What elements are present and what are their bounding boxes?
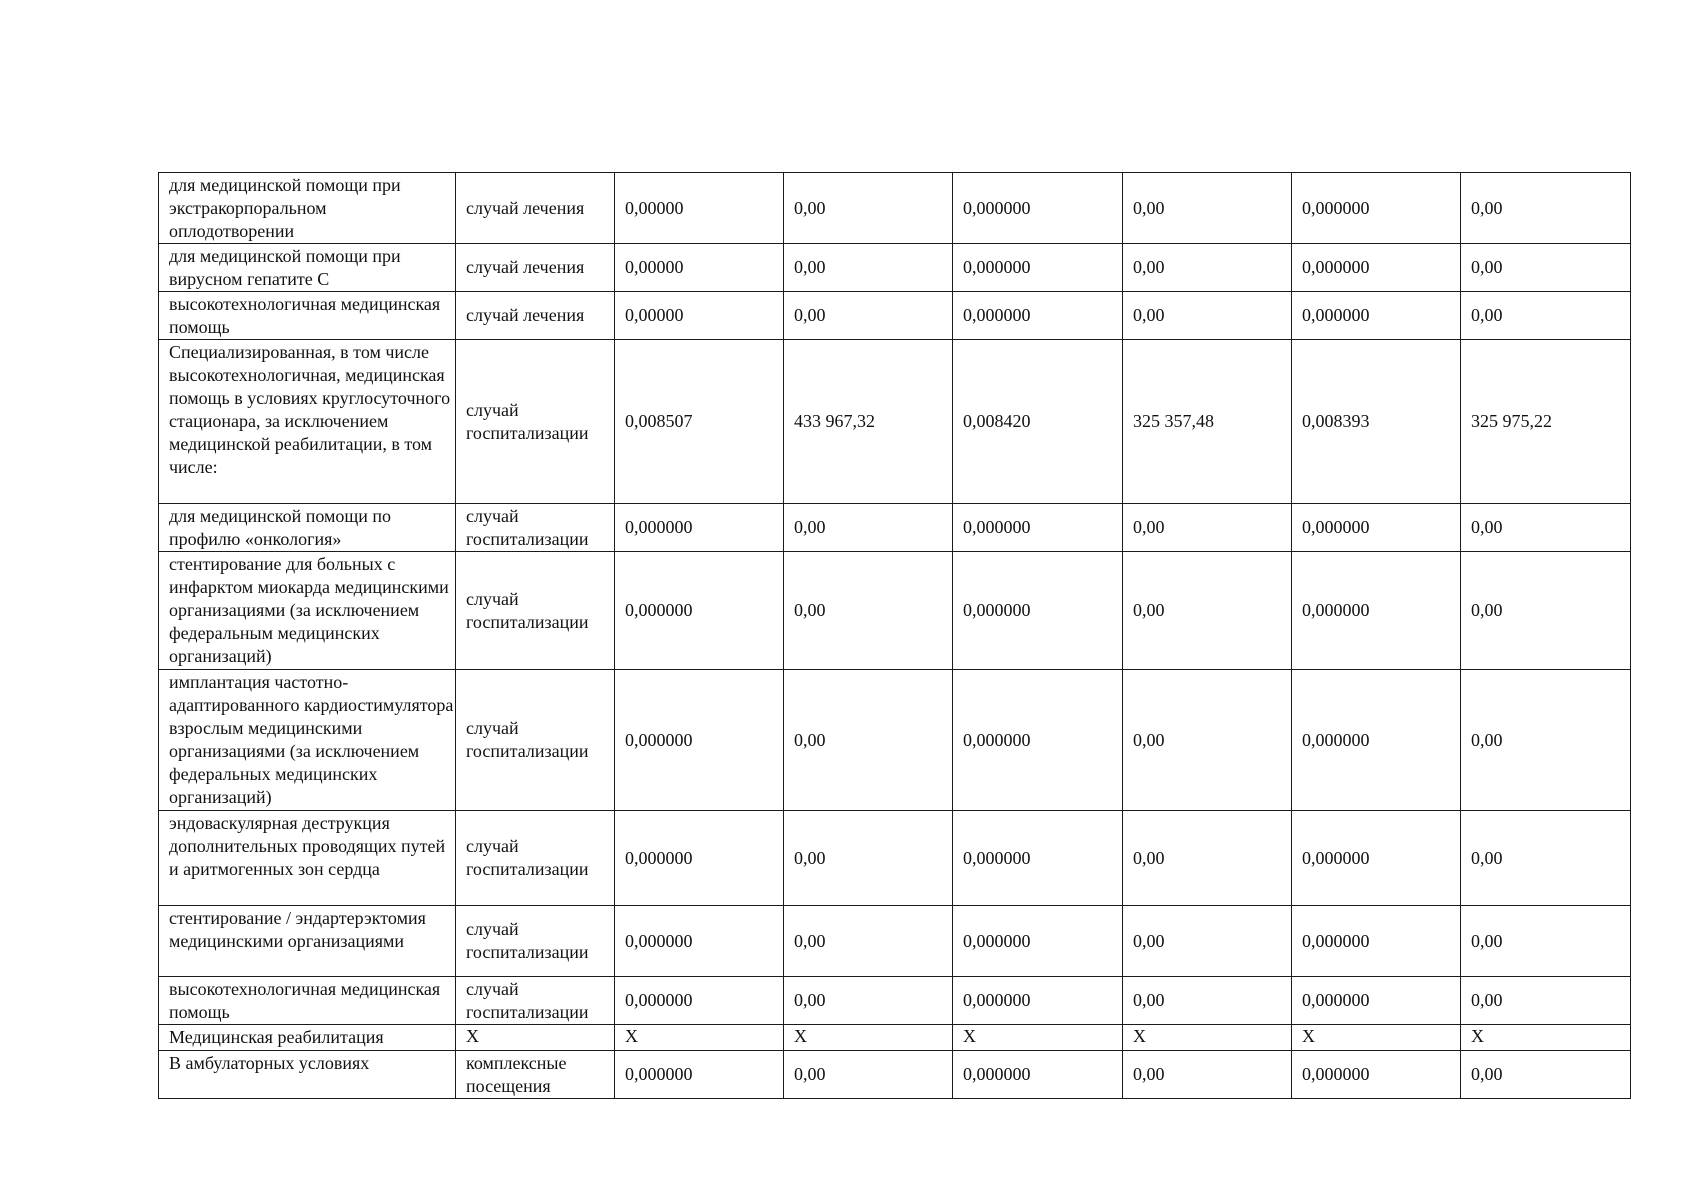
row-unit: случай лечения <box>456 292 615 340</box>
table-cell: 0,00 <box>1123 670 1292 811</box>
row-unit: случай госпитализации <box>456 670 615 811</box>
row-unit: случай госпитализации <box>456 977 615 1025</box>
row-description: стентирование для больных с инфарктом миокарда медицинскими организациями (за исключением федеральным медицинских организаций) <box>159 552 456 670</box>
table-cell: 0,00 <box>1461 173 1631 244</box>
table-cell: 0,00 <box>784 906 953 977</box>
table-cell: 0,00 <box>1123 906 1292 977</box>
row-description: высокотехнологичная медицинская помощь <box>159 292 456 340</box>
table-cell: Х <box>1461 1025 1631 1051</box>
table-cell: 433 967,32 <box>784 340 953 504</box>
table-cell: 0,00 <box>1123 977 1292 1025</box>
table-row <box>159 244 1631 292</box>
row-description: имплантация частотно-адаптированного кардиостимулятора взрослым медицинскими организациями (за исключением федеральных медицинских организаций) <box>159 670 456 811</box>
table-cell: 0,00 <box>1123 1051 1292 1099</box>
row-description: для медицинской помощи по профилю «онкология» <box>159 504 456 552</box>
table-cell: 0,000000 <box>1292 173 1461 244</box>
table-cell: 325 975,22 <box>1461 340 1631 504</box>
table-row <box>159 292 1631 340</box>
table-cell: 0,008507 <box>615 340 784 504</box>
row-unit: случай госпитализации <box>456 504 615 552</box>
table-cell: 0,00 <box>1123 292 1292 340</box>
table-row <box>159 977 1631 1025</box>
table-cell: Х <box>1292 1025 1461 1051</box>
table-cell: 0,00000 <box>615 173 784 244</box>
table-cell: 0,00 <box>1461 977 1631 1025</box>
table-cell: 0,00 <box>784 670 953 811</box>
table-cell: 0,000000 <box>1292 811 1461 906</box>
table-cell: 0,000000 <box>953 811 1123 906</box>
row-description: высокотехнологичная медицинская помощь <box>159 977 456 1025</box>
table-cell: 0,000000 <box>615 906 784 977</box>
table-cell: 0,000000 <box>615 552 784 670</box>
table-cell: 0,00 <box>1123 811 1292 906</box>
row-description: Медицинская реабилитация <box>159 1025 456 1051</box>
table-cell: 0,00 <box>1461 906 1631 977</box>
table-cell: 0,000000 <box>953 552 1123 670</box>
table-cell: 0,000000 <box>953 670 1123 811</box>
row-description: для медицинской помощи при вирусном гепатите С <box>159 244 456 292</box>
table-cell: 0,00 <box>784 292 953 340</box>
table-cell: 0,00 <box>1461 1051 1631 1099</box>
table-cell: 0,000000 <box>615 1051 784 1099</box>
row-unit: случай госпитализации <box>456 552 615 670</box>
table-cell: Х <box>953 1025 1123 1051</box>
table-cell: 0,00 <box>784 977 953 1025</box>
table-cell: Х <box>1123 1025 1292 1051</box>
table-row <box>159 504 1631 552</box>
row-description: для медицинской помощи при экстракорпоральном оплодотворении <box>159 173 456 244</box>
table-cell: 0,00 <box>784 244 953 292</box>
table-cell: 0,000000 <box>953 504 1123 552</box>
table-cell: 0,00 <box>1123 244 1292 292</box>
table-cell: Х <box>784 1025 953 1051</box>
table-cell: 0,00 <box>1461 811 1631 906</box>
medical-care-table <box>158 172 1631 1099</box>
table-row <box>159 811 1631 906</box>
table-cell: 0,000000 <box>615 670 784 811</box>
row-description: В амбулаторных условиях <box>159 1051 456 1099</box>
table-cell: 0,000000 <box>615 977 784 1025</box>
table-cell: 0,000000 <box>953 977 1123 1025</box>
table-cell: 0,000000 <box>953 292 1123 340</box>
row-description: стентирование / эндартерэктомия медицинскими организациями <box>159 906 456 977</box>
table-cell: 0,008393 <box>1292 340 1461 504</box>
row-unit: Х <box>456 1025 615 1051</box>
table-cell: 0,000000 <box>1292 670 1461 811</box>
table-cell: 0,00 <box>1461 504 1631 552</box>
table-cell: 325 357,48 <box>1123 340 1292 504</box>
table-cell: 0,00 <box>1123 504 1292 552</box>
table-row <box>159 906 1631 977</box>
table-cell: 0,00 <box>1461 244 1631 292</box>
table-cell: 0,000000 <box>953 1051 1123 1099</box>
table-cell: 0,000000 <box>953 173 1123 244</box>
table-cell: 0,00 <box>1461 670 1631 811</box>
table-cell: 0,00 <box>784 504 953 552</box>
table-cell: 0,00 <box>1123 173 1292 244</box>
table-cell: 0,00000 <box>615 244 784 292</box>
table-cell: 0,000000 <box>1292 1051 1461 1099</box>
table-cell: 0,00000 <box>615 292 784 340</box>
row-unit: случай госпитализации <box>456 906 615 977</box>
table-cell: 0,000000 <box>615 504 784 552</box>
row-unit: случай госпитализации <box>456 340 615 504</box>
table-cell: 0,008420 <box>953 340 1123 504</box>
row-unit: случай лечения <box>456 244 615 292</box>
table-cell: 0,00 <box>784 811 953 906</box>
table-row <box>159 1051 1631 1099</box>
table-cell: 0,00 <box>784 1051 953 1099</box>
table-cell: 0,000000 <box>953 906 1123 977</box>
table-row <box>159 552 1631 670</box>
row-description: Специализированная, в том числе высокотехнологичная, медицинская помощь в условиях круглосуточного стационара, за исключением медицинской реабилитации, в том числе: <box>159 340 456 504</box>
table-row <box>159 173 1631 244</box>
table-cell: 0,00 <box>1461 552 1631 670</box>
table-cell: 0,00 <box>784 173 953 244</box>
row-unit: случай госпитализации <box>456 811 615 906</box>
table-cell: 0,000000 <box>1292 552 1461 670</box>
table-cell: 0,00 <box>784 552 953 670</box>
table-cell: 0,000000 <box>1292 977 1461 1025</box>
table-cell: Х <box>615 1025 784 1051</box>
table-cell: 0,00 <box>1123 552 1292 670</box>
table-row <box>159 340 1631 504</box>
table-cell: 0,000000 <box>1292 504 1461 552</box>
table-cell: 0,000000 <box>615 811 784 906</box>
table-cell: 0,000000 <box>953 244 1123 292</box>
row-unit: комплексные посещения <box>456 1051 615 1099</box>
table-row <box>159 670 1631 811</box>
table-cell: 0,000000 <box>1292 906 1461 977</box>
table-cell: 0,000000 <box>1292 244 1461 292</box>
table-cell: 0,00 <box>1461 292 1631 340</box>
table-row <box>159 1025 1631 1051</box>
table-cell: 0,000000 <box>1292 292 1461 340</box>
row-unit: случай лечения <box>456 173 615 244</box>
row-description: эндоваскулярная деструкция дополнительных проводящих путей и аритмогенных зон сердца <box>159 811 456 906</box>
